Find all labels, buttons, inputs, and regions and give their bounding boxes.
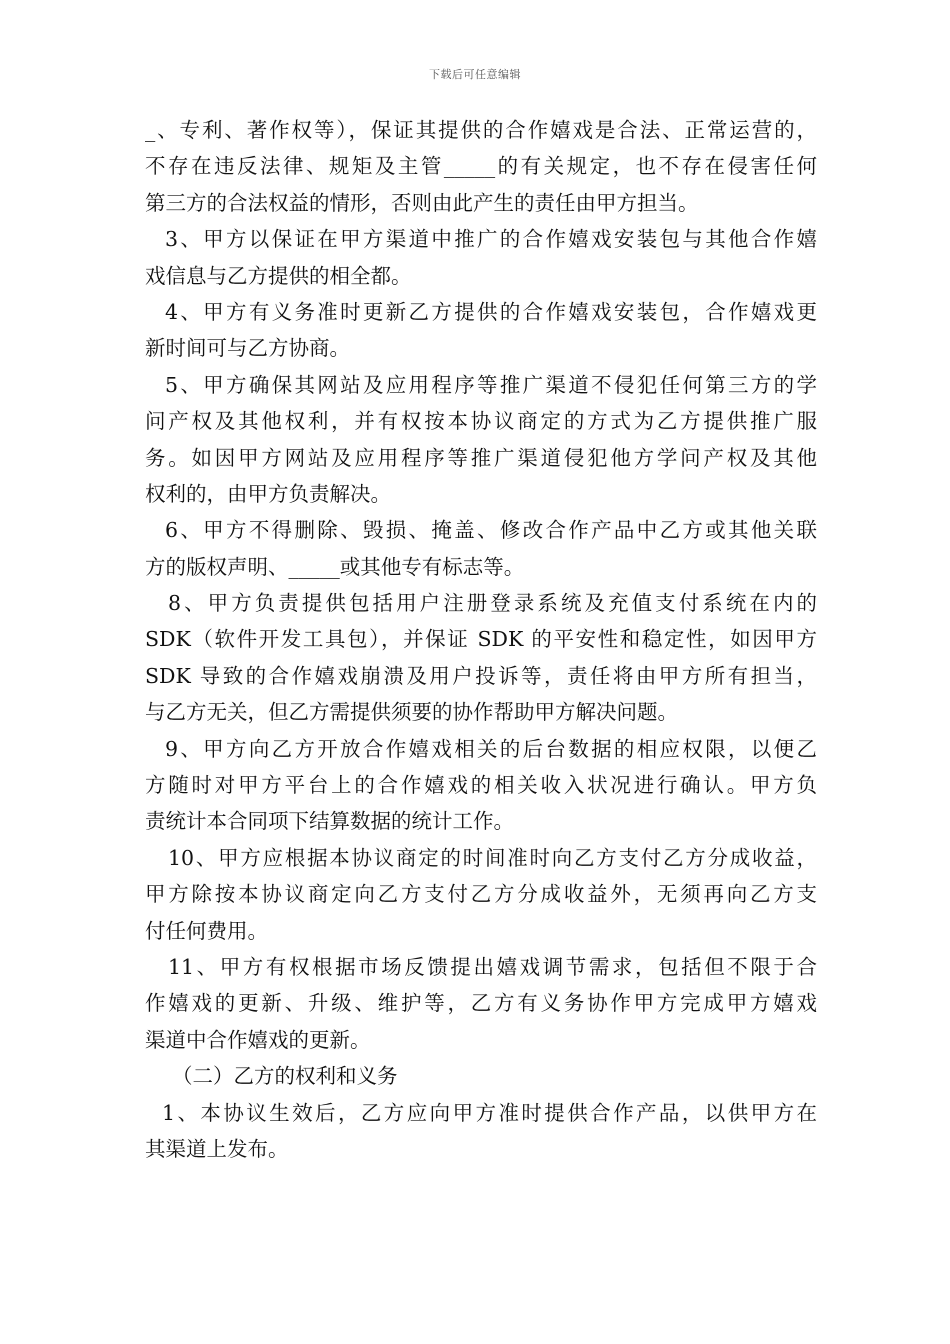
text-line: （二）乙方的权利和义务 <box>172 1064 398 1089</box>
text-line: 与乙方无关，但乙方需提供须要的协作帮助甲方解决问题。 <box>145 700 678 725</box>
text-line: SDK 导致的合作嬉戏崩溃及用户投诉等，责任将由甲方所有担当， <box>145 663 817 688</box>
text-line: 第三方的合法权益的情形，否则由此产生的责任由甲方担当。 <box>145 190 699 215</box>
text-line: 问产权及其他权利，并有权按本协议商定的方式为乙方提供推广服 <box>145 409 817 434</box>
text-line: 作嬉戏的更新、升级、维护等，乙方有义务协作甲方完成甲方嬉戏 <box>145 991 817 1016</box>
text-line: 不存在违反法律、规矩及主管_____的有关规定，也不存在侵害任何 <box>145 154 817 179</box>
page-header: 下载后可任意编辑 <box>429 68 521 81</box>
text-line: SDK（软件开发工具包），并保证 SDK 的平安性和稳定性，如因甲方 <box>145 627 817 652</box>
text-line: 8、甲方负责提供包括用户注册登录系统及充值支付系统在内的 <box>168 591 817 616</box>
text-line: 6、甲方不得删除、毁损、掩盖、修改合作产品中乙方或其他关联 <box>165 518 817 543</box>
text-line: 权利的，由甲方负责解决。 <box>145 481 391 506</box>
text-line: 务。如因甲方网站及应用程序等推广渠道侵犯他方学问产权及其他 <box>145 445 817 470</box>
text-line: 戏信息与乙方提供的相全都。 <box>145 263 412 288</box>
text-line: 10、甲方应根据本协议商定的时间准时向乙方支付乙方分成收益， <box>168 845 817 870</box>
text-line: 方随时对甲方平台上的合作嬉戏的相关收入状况进行确认。甲方负 <box>145 773 817 798</box>
text-line: 新时间可与乙方协商。 <box>145 336 350 361</box>
text-line: 5、甲方确保其网站及应用程序等推广渠道不侵犯任何第三方的学 <box>165 372 817 397</box>
text-line: 付任何费用。 <box>145 918 268 943</box>
text-line: 9、甲方向乙方开放合作嬉戏相关的后台数据的相应权限，以便乙 <box>165 736 817 761</box>
text-line: 1、本协议生效后，乙方应向甲方准时提供合作产品，以供甲方在 <box>162 1100 817 1125</box>
text-line: 方的版权声明、_____或其他专有标志等。 <box>145 554 525 579</box>
text-line: 11、甲方有权根据市场反馈提出嬉戏调节需求，包括但不限于合 <box>168 954 817 979</box>
text-line: 渠道中合作嬉戏的更新。 <box>145 1027 371 1052</box>
document-body <box>145 112 817 1167</box>
text-line: 责统计本合同项下结算数据的统计工作。 <box>145 809 514 834</box>
text-line: _、专利、著作权等），保证其提供的合作嬉戏是合法、正常运营的， <box>145 118 817 142</box>
text-line: 3、甲方以保证在甲方渠道中推广的合作嬉戏安装包与其他合作嬉 <box>165 227 817 252</box>
text-line: 其渠道上发布。 <box>145 1136 289 1161</box>
text-line: 4、甲方有义务准时更新乙方提供的合作嬉戏安装包，合作嬉戏更 <box>165 299 817 324</box>
text-line: 甲方除按本协议商定向乙方支付乙方分成收益外，无须再向乙方支 <box>145 882 817 907</box>
